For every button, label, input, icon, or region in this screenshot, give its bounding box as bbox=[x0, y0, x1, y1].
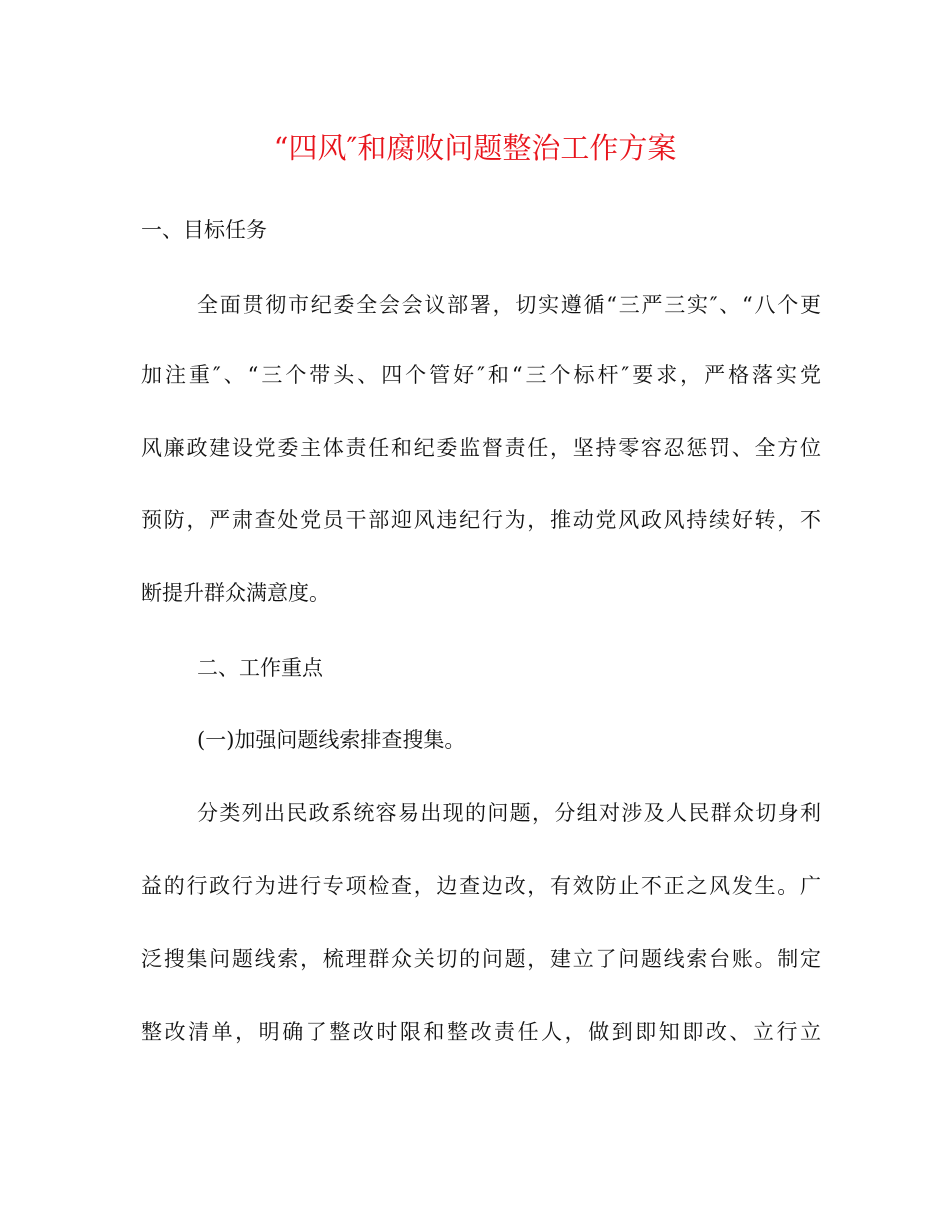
paragraph-line: 泛搜集问题线索，梳理群众关切的问题，建立了问题线索台账。制定 bbox=[141, 947, 821, 971]
section-heading-focus: 二、工作重点 bbox=[197, 656, 323, 680]
paragraph-line: 全面贯彻市纪委全会会议部署，切实遵循“三严三实″、“八个更 bbox=[197, 293, 821, 317]
paragraph-line: 断提升群众满意度。 bbox=[141, 581, 330, 605]
subsection-heading: (一)加强问题线索排查搜集。 bbox=[197, 728, 466, 752]
document-title: “四风″和腐败问题整治工作方案 bbox=[273, 131, 677, 165]
paragraph-line: 风廉政建设党委主体责任和纪委监督责任，坚持零容忍惩罚、全方位 bbox=[141, 436, 821, 460]
paragraph-line: 分类列出民政系统容易出现的问题，分组对涉及人民群众切身利 bbox=[197, 801, 821, 825]
paragraph-line: 加注重″、“三个带头、四个管好″和“三个标杆″要求，严格落实党 bbox=[141, 363, 821, 387]
paragraph-line: 整改清单，明确了整改时限和整改责任人，做到即知即改、立行立 bbox=[141, 1020, 821, 1044]
paragraph-line: 益的行政行为进行专项检查，边查边改，有效防止不正之风发生。广 bbox=[141, 874, 821, 898]
paragraph-line: 预防，严肃查处党员干部迎风违纪行为，推动党风政风持续好转，不 bbox=[141, 508, 821, 532]
section-heading-goals: 一、目标任务 bbox=[141, 218, 267, 242]
